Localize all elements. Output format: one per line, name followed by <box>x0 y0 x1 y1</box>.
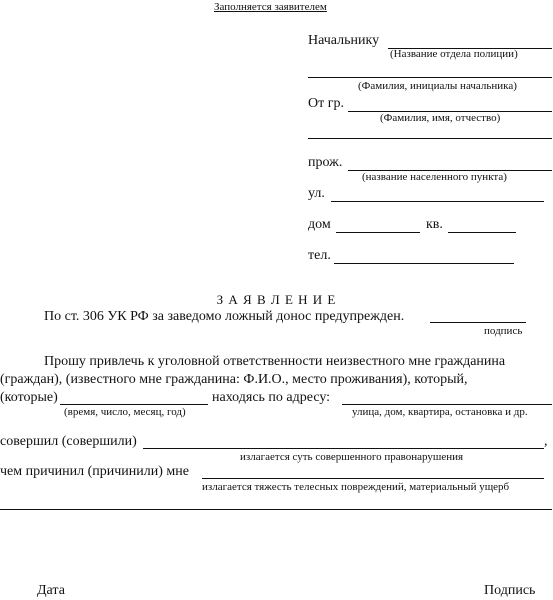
offense-caption: излагается суть совершенного правонарушения <box>240 451 464 463</box>
filled-by-note: Заполняется заявителем <box>214 1 327 13</box>
to-chief-label: Начальнику <box>308 33 380 48</box>
committed-label: совершил (совершили) <box>0 434 137 449</box>
statement-title: З А Я В Л Е Н И Е <box>216 292 337 307</box>
caused-label: чем причинил (причинили) мне <box>0 464 189 479</box>
chief-name-field[interactable] <box>308 77 552 78</box>
offense-field[interactable] <box>143 448 544 449</box>
applicant-name-caption: (Фамилия, имя, отчество) <box>380 112 501 124</box>
additional-details-field[interactable] <box>0 509 552 510</box>
apartment-field[interactable] <box>448 232 516 233</box>
damage-caption: излагается тяжесть телесных повреждений, материальный ущерб <box>202 481 510 493</box>
committed-comma: , <box>544 434 548 449</box>
signature-label: Подпись <box>484 583 536 598</box>
phone-field[interactable] <box>334 263 514 264</box>
statement-body-line-2: (граждан), (известного мне гражданина: Ф.И.О., место проживания), который, <box>0 372 468 387</box>
incident-time-field[interactable] <box>60 404 208 405</box>
damage-field[interactable] <box>202 478 544 479</box>
statement-body-line-1: Прошу привлечь к уголовной ответственности неизвестного мне гражданина <box>44 354 506 369</box>
warning-signature-field[interactable] <box>430 322 526 323</box>
police-dept-caption: (Название отдела полиции) <box>390 48 518 60</box>
statement-body-which-label: (которые) <box>0 390 58 405</box>
at-address-label: находясь по адресу: <box>212 390 331 405</box>
from-citizen-label: От гр. <box>308 96 344 111</box>
chief-name-caption: (Фамилия, инициалы начальника) <box>358 80 517 92</box>
time-caption: (время, число, месяц, год) <box>64 406 186 418</box>
apartment-label: кв. <box>426 217 443 232</box>
house-label: дом <box>308 217 331 232</box>
applicant-name-field-2[interactable] <box>308 138 552 139</box>
locality-caption: (название населенного пункта) <box>362 171 507 183</box>
address-caption: улица, дом, квартира, остановка и др. <box>352 406 528 418</box>
street-label: ул. <box>308 186 325 201</box>
incident-address-field[interactable] <box>342 404 552 405</box>
phone-label: тел. <box>308 248 331 263</box>
street-field[interactable] <box>331 201 544 202</box>
signature-caption: подпись <box>484 325 523 337</box>
house-field[interactable] <box>336 232 420 233</box>
false-report-warning: По ст. 306 УК РФ за заведомо ложный донос предупрежден. <box>44 309 405 324</box>
date-label: Дата <box>37 583 65 598</box>
residing-label: прож. <box>308 155 343 170</box>
